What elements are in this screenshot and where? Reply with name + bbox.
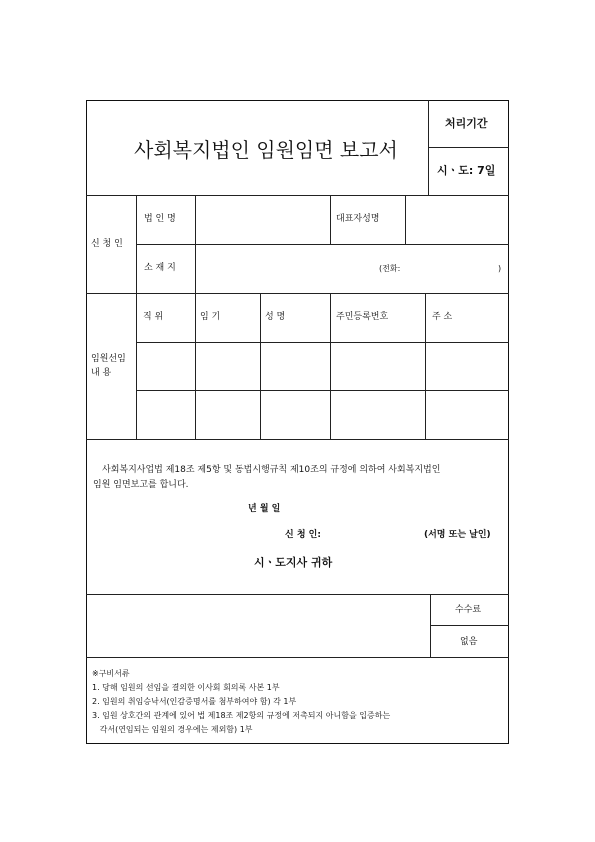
- corp-name-label: 법 인 명: [144, 214, 176, 224]
- declaration-line-2: 임원 임면보고를 합니다.: [93, 480, 189, 490]
- address-label: 소 재 지: [144, 263, 176, 273]
- column-header-id-number: 주민등록번호: [336, 312, 389, 322]
- rep-label-left-line: [330, 195, 331, 244]
- officer-bottom-line: [86, 439, 509, 440]
- fee-bottom-line: [86, 657, 509, 658]
- document-item-3: 3. 임원 상호간의 관계에 있어 법 제18조 제2항의 규정에 저촉되지 아니함을 입증하는: [92, 711, 391, 720]
- phone-open-label: (전화:: [379, 264, 401, 273]
- column-header-name: 성 명: [265, 312, 286, 322]
- form-title: 사회복지법인 임원임면 보고서: [134, 138, 398, 162]
- rep-label-right-line: [405, 195, 406, 244]
- document-item-2: 2. 임원의 취임승낙서(인감증명서를 첨부하여야 함) 각 1부: [92, 697, 297, 706]
- corp-name-field[interactable]: [197, 197, 328, 242]
- fee-label: 수수료: [455, 605, 482, 615]
- officer-section-label-2: 내 용: [91, 368, 112, 378]
- declaration-addressee: 시ㆍ도지사 귀하: [254, 556, 333, 569]
- declaration-sign-note: (서명 또는 날인): [424, 530, 491, 540]
- column-header-address: 주 소: [432, 312, 453, 322]
- rep-name-field[interactable]: [407, 197, 507, 242]
- applicant-bottom-line: [86, 293, 509, 294]
- officer-row-1[interactable]: [137, 343, 508, 389]
- column-header-position: 직 위: [143, 312, 164, 322]
- rep-name-label: 대표자성명: [336, 214, 380, 224]
- applicant-section-label: 신 청 인: [91, 239, 123, 249]
- document-item-1: 1. 당해 임원의 선임을 결의한 이사회 회의록 사본 1부: [92, 683, 280, 692]
- applicant-mid-line: [136, 244, 509, 245]
- phone-close-label: ): [498, 264, 502, 273]
- phone-field[interactable]: [410, 258, 496, 278]
- fee-value: 없음: [460, 637, 478, 647]
- column-header-term: 임 기: [200, 312, 221, 322]
- declaration-line-1: 사회복지사업법 제18조 제5항 및 동법시행규칙 제10조의 규정에 의하여 사회복지법인: [102, 465, 441, 475]
- processing-divider: [428, 147, 509, 148]
- declaration-applicant-label: 신 청 인:: [285, 530, 321, 540]
- declaration-bottom-line: [86, 594, 509, 595]
- processing-period-value: 시ㆍ도: 7일: [437, 164, 496, 177]
- declaration-date: 년 월 일: [248, 504, 281, 514]
- officer-row-2[interactable]: [137, 391, 508, 438]
- processing-period-label: 처리기간: [445, 117, 488, 130]
- documents-heading: ※구비서류: [92, 669, 130, 678]
- header-bottom-line: [86, 195, 509, 196]
- officer-section-label-1: 임원선임: [91, 354, 126, 364]
- declaration-applicant-field[interactable]: [335, 526, 415, 542]
- address-field[interactable]: [197, 246, 372, 291]
- fee-mid-line: [430, 625, 509, 626]
- document-item-4: 각서(연임되는 임원의 경우에는 제외함) 1부: [92, 725, 253, 734]
